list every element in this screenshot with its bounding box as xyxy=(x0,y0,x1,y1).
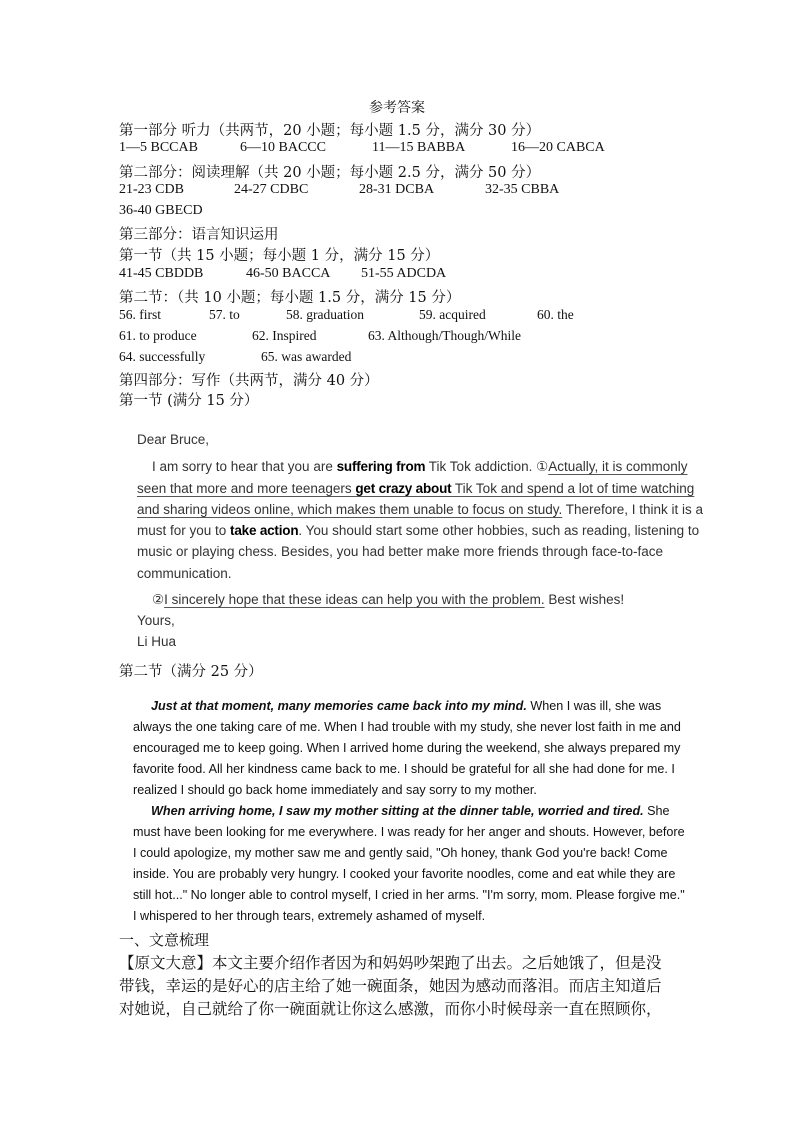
part1-answers xyxy=(119,140,679,158)
answer-group: 36-40 GBECD xyxy=(119,203,203,218)
part3-sec2-row1 xyxy=(119,307,599,325)
fill-answer: 64. successfully xyxy=(119,349,206,364)
part3-sec1-answers xyxy=(119,266,519,284)
part1-heading: 第一部分 听力（共两节，20 小题；每小题 1.5 分，满分 30 分） xyxy=(119,123,541,139)
fill-answer: 57. to xyxy=(209,307,240,322)
underlined-sentence: Actually, it is commonly xyxy=(548,459,688,474)
page-title: 参考答案 xyxy=(369,100,425,116)
answer-group: 46-50 BACCA xyxy=(246,266,331,281)
fill-answer: 56. first xyxy=(119,307,161,322)
part4-sec2-heading: 第二节（满分 25 分） xyxy=(119,664,263,680)
part3-sec2-heading: 第二节：（共 10 小题；每小题 1.5 分，满分 15 分） xyxy=(119,290,461,306)
part4-heading: 第四部分：写作（共两节，满分 40 分） xyxy=(119,373,379,389)
letter-line: music or playing chess. Besides, you had better make more friends through face-to-face xyxy=(137,544,664,559)
answer-group: 21-23 CDB xyxy=(119,182,184,197)
fill-answer: 58. graduation xyxy=(286,307,364,322)
paragraph-lead: When arriving home, I saw my mother sitting at the dinner table, worried and tired. xyxy=(151,804,644,818)
key-phrase: take action xyxy=(230,523,299,538)
part4-sec1-heading: 第一节 (满分 15 分） xyxy=(119,393,259,409)
part3-sec2-row2 xyxy=(119,328,559,346)
letter-line: seen that more and more teenagers get crazy about Tik Tok and spend a lot of time watching xyxy=(137,481,695,496)
story-line: always the one taking care of me. When I had trouble with my study, she never lost faith in me and xyxy=(133,720,681,734)
letter-line: communication. xyxy=(137,566,232,581)
story-line: Just at that moment, many memories came back into my mind. When I was ill, she was xyxy=(151,699,662,713)
answer-group: 16—20 CABCA xyxy=(511,140,605,155)
part3-sec1-heading: 第一节（共 15 小题；每小题 1 分，满分 15 分） xyxy=(119,248,440,264)
letter-line: ②I sincerely hope that these ideas can help you with the problem. Best wishes! xyxy=(152,592,625,607)
part2-heading: 第二部分：阅读理解（共 20 小题；每小题 2.5 分，满分 50 分） xyxy=(119,165,541,181)
fill-answer: 65. was awarded xyxy=(261,349,352,364)
story-line: realized I should go back home immediately and say sorry to my mother. xyxy=(133,783,537,797)
fill-answer: 63. Although/Though/While xyxy=(368,328,521,343)
answer-group: 11—15 BABBA xyxy=(372,140,466,155)
answer-group: 6—10 BACCC xyxy=(240,140,326,155)
letter-line: and sharing videos online, which makes them unable to focus on study. Therefore, I think it is a xyxy=(137,502,704,517)
story-line: I could apologize, my mother saw me and gently said, "Oh honey, thank God you're back! Come xyxy=(133,846,668,860)
letter-greeting: Dear Bruce, xyxy=(137,432,210,447)
analysis-line: 带钱，幸运的是好心的店主给了她一碗面条，她因为感动而落泪。而店主知道后 xyxy=(119,977,662,995)
story-line: inside. You are probably very hungry. I cooked your favorite noodles, come and eat while they are xyxy=(133,867,676,881)
underlined-sentence: I sincerely hope that these ideas can help you with the problem. xyxy=(164,592,545,607)
answer-group: 1—5 BCCAB xyxy=(119,140,198,155)
key-phrase: get crazy about xyxy=(355,481,452,496)
paragraph-lead: Just at that moment, many memories came back into my mind. xyxy=(151,699,527,713)
part2-answers xyxy=(119,182,679,200)
key-phrase: suffering from xyxy=(336,459,426,474)
letter-line: must for you to take action. You should start some other hobbies, such as reading, listening to xyxy=(137,523,700,538)
answer-group: 32-35 CBBA xyxy=(485,182,560,197)
answer-group: 28-31 DCBA xyxy=(359,182,435,197)
analysis-line: 【原文大意】本文主要介绍作者因为和妈妈吵架跑了出去。之后她饿了，但是没 xyxy=(119,954,662,972)
story-line: still hot..." No longer able to control myself, I cried in her arms. "I'm sorry, mom. Please forgive me." xyxy=(133,888,685,902)
underlined-sentence: and sharing videos online, which makes them unable to focus on study. xyxy=(137,502,563,517)
fill-answer: 59. acquired xyxy=(419,307,486,322)
letter-closing: Yours, xyxy=(137,613,175,628)
fill-answer: 60. the xyxy=(537,307,574,322)
analysis-line: 对她说，自己就给了你一碗面就让你这么感激，而你小时候母亲一直在照顾你， xyxy=(119,1000,662,1018)
letter-line: I am sorry to hear that you are suffering from Tik Tok addiction. ①Actually, it is commonly xyxy=(152,459,688,474)
answer-group: 24-27 CDBC xyxy=(234,182,309,197)
story-line: must have been looking for me everywhere. I was ready for her anger and shouts. However, before xyxy=(133,825,685,839)
part3-heading: 第三部分：语言知识运用 xyxy=(119,227,279,243)
story-line: encouraged me to keep going. When I arrived home during the weekend, she always prepared my xyxy=(133,741,681,755)
story-line: When arriving home, I saw my mother sitting at the dinner table, worried and tired. She xyxy=(151,804,670,818)
analysis-heading: 一、文意梳理 xyxy=(119,931,210,949)
answer-group: 41-45 CBDDB xyxy=(119,266,204,281)
fill-answer: 61. to produce xyxy=(119,328,197,343)
fill-answer: 62. Inspired xyxy=(252,328,317,343)
answer-group: 51-55 ADCDA xyxy=(361,266,447,281)
story-line: I whispered to her through tears, extremely ashamed of myself. xyxy=(133,909,486,923)
part3-sec2-row3 xyxy=(119,349,419,367)
letter-signature: Li Hua xyxy=(137,634,177,649)
story-line: favorite food. All her kindness came back to me. I should be grateful for all she had done for me. I xyxy=(133,762,675,776)
